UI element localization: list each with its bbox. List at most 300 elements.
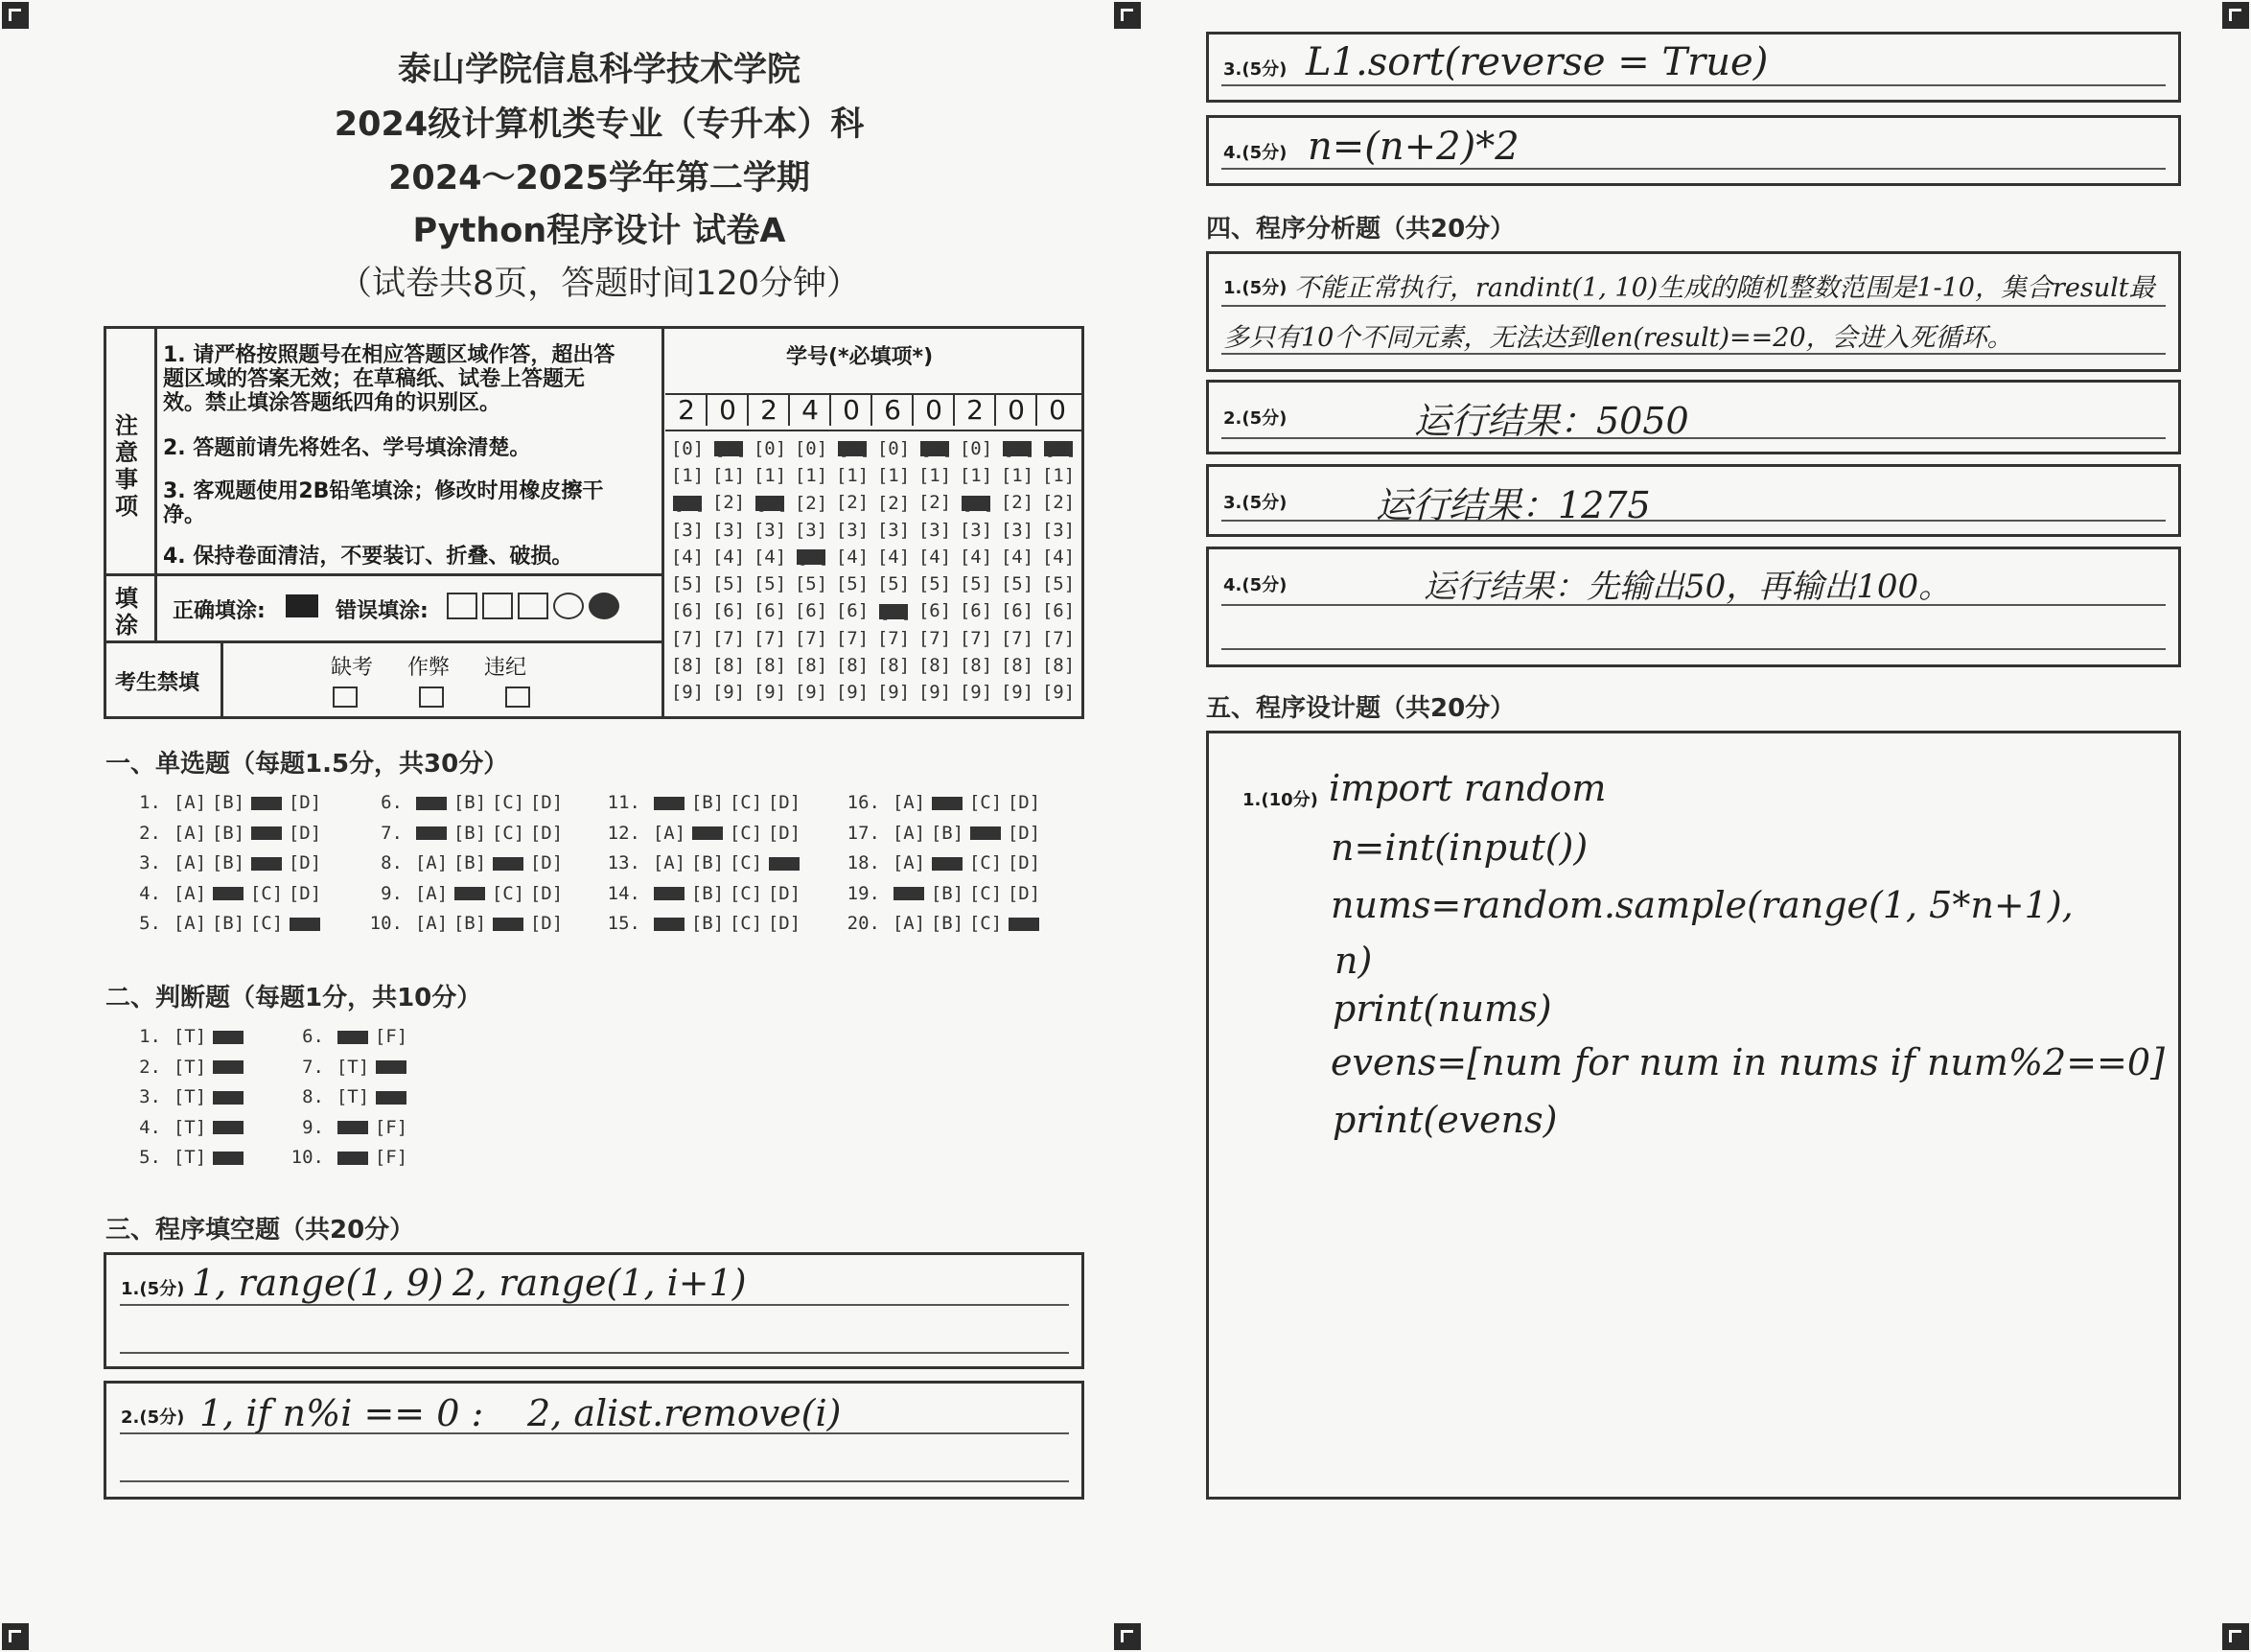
mc-option-b[interactable]: [B] [930, 822, 964, 844]
student-id-column [708, 435, 749, 707]
student-id-bubble[interactable]: [3] [876, 519, 911, 541]
s4-q3-answer: 运行结果：1275 [1376, 484, 1651, 526]
mc-question-3 [115, 852, 324, 873]
mc-question-16 [834, 792, 1043, 813]
student-id-bubble[interactable]: [9] [876, 682, 911, 704]
student-id-digit: 2 [750, 395, 790, 426]
student-id-bubble[interactable]: [7] [794, 627, 828, 649]
corner-marker-tc [1114, 2, 1141, 29]
student-id-bubble[interactable]: [4] [1041, 546, 1076, 568]
student-id-bubble[interactable]: [6] [753, 600, 787, 622]
tf-question-3 [115, 1086, 247, 1107]
student-id-bubble[interactable]: [0] [1044, 438, 1078, 459]
mc-question-number: 17. [847, 822, 880, 844]
mc-question-6 [357, 792, 566, 813]
student-id-bubble[interactable]: [1] [876, 465, 911, 487]
student-id-bubble[interactable]: [4] [797, 547, 830, 569]
mc-option-a[interactable]: [A] [173, 852, 207, 873]
student-id-bubble[interactable]: [0] [753, 438, 787, 459]
mc-option-c[interactable]: [C] [968, 913, 1003, 934]
student-id-bubble[interactable]: [5] [959, 573, 993, 595]
mc-option-a[interactable]: [A] [173, 822, 207, 844]
tf-question-2 [115, 1057, 247, 1078]
student-id-bubble[interactable]: [2] [794, 492, 828, 514]
student-id-bubble[interactable]: [7] [711, 627, 746, 649]
mc-option-d[interactable]: [D] [290, 918, 320, 931]
mc-option-d[interactable]: [D] [288, 852, 322, 873]
mc-option-b[interactable]: [B] [930, 882, 964, 904]
mc-option-d[interactable]: [D] [529, 792, 564, 813]
s3-q1-answer2: 2, range(1, i+1) [453, 1262, 747, 1304]
tf-option-t[interactable]: [T] [173, 1147, 207, 1168]
mc-option-c[interactable]: [C] [968, 852, 1003, 873]
mc-option-d[interactable]: [D] [1007, 792, 1041, 813]
notice-divider-v3 [220, 640, 223, 719]
tf-question-number: 5. [139, 1147, 161, 1168]
student-id-bubble[interactable]: [2] [1000, 492, 1034, 514]
section3-title: 三、程序填空题（共20分） [105, 1216, 415, 1245]
student-id-bubble[interactable]: [0] [876, 438, 911, 459]
mc-question-4 [115, 883, 324, 904]
s3-q3-label: 3.(5分) [1223, 59, 1288, 80]
s4-q4-label: 4.(5分) [1223, 575, 1288, 595]
s4-q3-box [1206, 464, 2181, 537]
student-id-bubble[interactable]: [0] [838, 438, 871, 459]
student-id-bubble[interactable]: [8] [1000, 655, 1034, 677]
mc-question-17 [834, 823, 1043, 844]
mc-question-number: 1. [139, 792, 161, 813]
student-id-bubble[interactable]: [3] [917, 519, 952, 541]
student-id-bubble[interactable]: [1] [753, 465, 787, 487]
mc-question-5 [115, 913, 324, 934]
student-id-bubble[interactable]: [3] [1041, 519, 1076, 541]
s5-code-line: print(evens) [1333, 1099, 1558, 1141]
student-id-bubble[interactable]: [5] [1000, 573, 1034, 595]
s4-q4-answer: 运行结果：先输出50，再输出100。 [1424, 568, 1952, 606]
student-id-digit: 4 [791, 395, 831, 426]
mc-option-c[interactable]: [C] [729, 792, 763, 813]
mc-option-d[interactable]: [D] [529, 913, 564, 934]
notice-divider-h1 [104, 573, 663, 576]
mc-option-b[interactable]: [B] [211, 792, 245, 813]
student-id-bubble[interactable]: [2] [876, 492, 911, 514]
mc-option-b[interactable]: [B] [211, 822, 245, 844]
s4-q3-label: 3.(5分) [1223, 493, 1288, 513]
student-id-bubble[interactable]: [3] [835, 519, 870, 541]
student-id-bubble[interactable]: [9] [917, 682, 952, 704]
student-id-bubble[interactable]: [5] [670, 573, 705, 595]
mc-option-d[interactable]: [D] [767, 882, 801, 904]
s4-q1-answer-line2: 多只有10个不同元素，无法达到len(result)==20，会进入死循环。 [1223, 323, 2013, 353]
student-id-bubble[interactable]: [2] [917, 492, 952, 514]
mc-option-c[interactable]: [C] [491, 822, 525, 844]
tf-question-6 [278, 1026, 410, 1047]
mc-option-a[interactable]: [A] [173, 913, 207, 934]
student-id-bubble[interactable]: [3] [670, 519, 705, 541]
mc-option-c[interactable]: [C] [491, 882, 525, 904]
tf-option-t[interactable]: [T] [336, 1056, 370, 1078]
ban-absent-checkbox[interactable] [333, 686, 358, 708]
mc-option-d[interactable]: [D] [767, 792, 801, 813]
student-id-bubble[interactable]: [7] [1000, 627, 1034, 649]
mc-option-b[interactable]: [B] [213, 887, 244, 900]
student-id-bubble[interactable]: [2] [835, 492, 870, 514]
student-id-bubble[interactable]: [7] [753, 627, 787, 649]
mc-option-b[interactable]: [B] [692, 826, 723, 840]
s3-q1-answer1: 1, range(1, 9) [192, 1262, 444, 1304]
mc-option-d[interactable]: [D] [1009, 918, 1039, 931]
s5-q1-label: 1.(10分) [1242, 790, 1318, 810]
mc-option-d[interactable]: [D] [1007, 882, 1041, 904]
mc-option-c[interactable]: [C] [251, 797, 282, 810]
s3-q2-answer2: 2, alist.remove(i) [527, 1392, 842, 1434]
student-id-column [1038, 435, 1079, 707]
student-id-bubble[interactable]: [8] [959, 655, 993, 677]
mc-option-c[interactable]: [C] [729, 913, 763, 934]
mc-option-a[interactable]: [A] [416, 797, 447, 810]
student-id-bubble[interactable]: [4] [711, 546, 746, 568]
tf-question-9 [278, 1117, 410, 1138]
mc-option-c[interactable]: [C] [729, 852, 763, 873]
mc-option-b[interactable]: [B] [930, 913, 964, 934]
tf-option-f[interactable]: [F] [213, 1060, 244, 1074]
correct-fill-label: 正确填涂: [173, 599, 266, 623]
mc-option-d[interactable]: [D] [288, 822, 322, 844]
s3-q4-label: 4.(5分) [1223, 143, 1288, 163]
student-id-bubble[interactable]: [8] [711, 655, 746, 677]
mc-option-b[interactable]: [B] [690, 882, 725, 904]
mc-option-d[interactable]: [D] [767, 913, 801, 934]
tf-option-t[interactable]: [T] [173, 1026, 207, 1047]
s4-q2-line [1221, 437, 2166, 439]
tf-question-number: 9. [302, 1116, 324, 1138]
mc-option-b[interactable]: [B] [453, 913, 487, 934]
ban-violation-checkbox[interactable] [505, 686, 530, 708]
student-id-bubble[interactable]: [6] [835, 600, 870, 622]
student-id-bubble[interactable]: [1] [959, 465, 993, 487]
mc-question-number: 15. [607, 913, 640, 934]
student-id-bubble[interactable]: [3] [794, 519, 828, 541]
mc-option-b[interactable]: [B] [932, 797, 963, 810]
student-id-bubble[interactable]: [0] [794, 438, 828, 459]
mc-option-d[interactable]: [D] [288, 882, 322, 904]
mc-option-b[interactable]: [B] [453, 852, 487, 873]
student-id-bubble[interactable]: [0] [714, 438, 748, 459]
mc-question-7 [357, 823, 566, 844]
student-id-bubble[interactable]: [2] [711, 492, 746, 514]
mc-option-c[interactable]: [C] [729, 822, 763, 844]
mc-option-c[interactable]: [C] [968, 792, 1003, 813]
mc-question-8 [357, 852, 566, 873]
student-id-bubble[interactable]: [9] [959, 682, 993, 704]
mc-option-c[interactable]: [C] [249, 913, 284, 934]
tf-option-f[interactable]: [F] [374, 1116, 408, 1138]
mc-option-b[interactable]: [B] [453, 792, 487, 813]
student-id-bubble[interactable]: [9] [835, 682, 870, 704]
tf-option-f[interactable]: [F] [213, 1152, 244, 1165]
mc-option-b[interactable]: [B] [211, 913, 245, 934]
notice-item-2: 2. 答题前请先将姓名、学号填涂清楚。 [163, 436, 531, 460]
s3-q4-answer: n=(n+2)*2 [1308, 125, 1520, 169]
student-id-bubble[interactable]: [7] [670, 627, 705, 649]
mc-option-c[interactable]: [C] [729, 882, 763, 904]
student-id-bubble[interactable]: [9] [794, 682, 828, 704]
student-id-bubble[interactable]: [2] [962, 492, 995, 514]
student-id-column [791, 435, 831, 707]
student-id-bubble[interactable]: [4] [670, 546, 705, 568]
mc-option-a[interactable]: [A] [654, 887, 685, 900]
student-id-column [750, 435, 790, 707]
notice-divider-v [154, 326, 157, 575]
mc-option-b[interactable]: [B] [211, 852, 245, 873]
tf-question-number: 4. [139, 1116, 161, 1138]
s3-q3-line [1221, 84, 2166, 86]
student-id-bubble[interactable]: [1] [1041, 465, 1076, 486]
ban-violation: 违纪 [484, 656, 527, 680]
mc-question-number: 7. [381, 822, 403, 844]
tf-option-f[interactable]: [F] [213, 1091, 244, 1105]
student-id-bubble[interactable]: [5] [1041, 573, 1076, 595]
student-id-bubble[interactable]: [6] [711, 600, 746, 622]
tf-option-t[interactable]: [T] [337, 1152, 368, 1165]
student-id-bubble[interactable]: [7] [917, 627, 952, 649]
wrong-fill-samples [447, 593, 619, 623]
student-id-bubble[interactable]: [6] [1000, 600, 1034, 622]
exam-info: （试卷共8页，答题时间120分钟） [337, 265, 861, 303]
mc-option-a[interactable]: [A] [652, 822, 686, 844]
tf-option-t[interactable]: [T] [336, 1086, 370, 1107]
tf-option-f[interactable]: [F] [213, 1031, 244, 1044]
student-id-bubble[interactable]: [1] [917, 465, 952, 486]
student-id-bubble[interactable]: [8] [1041, 655, 1076, 677]
grade-title: 2024级计算机类专业（专升本）科 [334, 105, 865, 144]
student-id-bubble[interactable]: [8] [917, 655, 952, 677]
student-id-bubble[interactable]: [8] [835, 655, 870, 677]
student-id-bubble[interactable]: [4] [876, 547, 911, 569]
mc-option-a[interactable]: [A] [892, 852, 926, 873]
student-id-bubble[interactable]: [4] [753, 546, 787, 568]
student-id-bubble[interactable]: [5] [711, 573, 746, 595]
student-id-bubble[interactable]: [7] [959, 627, 993, 649]
mc-option-a[interactable]: [A] [892, 792, 926, 813]
mc-option-c[interactable]: [C] [493, 918, 523, 931]
student-id-bubble[interactable]: [4] [917, 546, 952, 568]
tf-question-7 [278, 1057, 410, 1078]
mc-question-10 [357, 913, 566, 934]
s4-q4-line2 [1221, 648, 2166, 650]
tf-option-f[interactable]: [F] [374, 1026, 408, 1047]
student-id-bubble[interactable]: [1] [711, 465, 746, 486]
s4-q1-label: 1.(5分) [1223, 278, 1288, 298]
student-id-bubble[interactable]: [5] [876, 573, 911, 595]
mc-option-a[interactable]: [A] [652, 852, 686, 873]
tf-option-t[interactable]: [T] [173, 1086, 207, 1107]
notice-item-3: 3. 客观题使用2B铅笔填涂；修改时用橡皮擦干净。 [163, 479, 604, 527]
mc-option-a[interactable]: [A] [654, 797, 685, 810]
student-id-bubble[interactable]: [5] [794, 573, 828, 595]
mc-option-a[interactable]: [A] [414, 882, 449, 904]
mc-option-b[interactable]: [B] [932, 857, 963, 871]
tf-question-5 [115, 1147, 247, 1168]
tf-option-t[interactable]: [T] [173, 1056, 207, 1078]
student-id-bubble[interactable]: [6] [959, 600, 993, 622]
student-id-bubble[interactable]: [2] [1041, 492, 1076, 514]
mc-option-c[interactable]: [C] [251, 826, 282, 840]
mc-option-d[interactable]: [D] [769, 857, 800, 871]
mc-option-c[interactable]: [C] [491, 792, 525, 813]
tf-option-t[interactable]: [T] [337, 1031, 368, 1044]
student-id-bubble[interactable]: [6] [879, 600, 913, 622]
mc-option-a[interactable]: [A] [414, 852, 449, 873]
student-id-bubble[interactable]: [8] [670, 655, 705, 677]
s5-code-line: nums=random.sample(range(1, 5*n+1), [1331, 884, 2074, 926]
mc-option-a[interactable]: [A] [173, 882, 207, 904]
student-id-bubble[interactable]: [1] [1000, 465, 1034, 486]
student-id-bubble[interactable]: [5] [917, 573, 952, 595]
student-id-bubble[interactable]: [3] [1000, 519, 1034, 541]
fill-label: 填涂 [115, 585, 138, 639]
mc-question-2 [115, 823, 324, 844]
student-id-bubble[interactable]: [8] [753, 655, 787, 677]
mc-option-a[interactable]: [A] [892, 822, 926, 844]
notice-item-4: 4. 保持卷面清洁，不要装订、折叠、破损。 [163, 545, 573, 569]
student-id-bubble[interactable]: [0] [920, 438, 954, 459]
student-id-bubble[interactable]: [7] [835, 627, 870, 649]
tf-option-f[interactable]: [F] [213, 1121, 244, 1134]
mc-option-c[interactable]: [C] [251, 857, 282, 871]
student-id-bubble[interactable]: [9] [1041, 682, 1076, 704]
mc-option-d[interactable]: [D] [529, 822, 564, 844]
tf-question-4 [115, 1117, 247, 1138]
mc-option-b[interactable]: [B] [690, 792, 725, 813]
student-id-bubble[interactable]: [6] [794, 600, 828, 622]
tf-option-t[interactable]: [T] [337, 1121, 368, 1134]
student-id-digit: 0 [997, 395, 1037, 426]
student-id-bubble[interactable]: [6] [917, 600, 952, 622]
mc-question-number: 6. [381, 792, 403, 813]
student-id-bubble[interactable]: [5] [753, 573, 787, 595]
student-id-bubble[interactable]: [6] [1041, 600, 1076, 622]
mc-option-b[interactable]: [B] [454, 887, 485, 900]
student-id-digit: 0 [832, 395, 872, 426]
student-id-column [873, 435, 914, 707]
mc-option-d[interactable]: [D] [529, 852, 564, 873]
mc-option-d[interactable]: [D] [529, 882, 564, 904]
student-id-bubble[interactable]: [4] [835, 546, 870, 568]
student-id-bubble[interactable]: [9] [1000, 682, 1034, 704]
tf-option-t[interactable]: [T] [173, 1116, 207, 1138]
tf-option-f[interactable]: [F] [376, 1060, 406, 1074]
student-id-column [956, 435, 996, 707]
student-id-bubble[interactable]: [5] [835, 573, 870, 595]
student-id-bubble[interactable]: [9] [753, 682, 787, 704]
mc-option-d[interactable]: [D] [1007, 822, 1041, 844]
mc-option-c[interactable]: [C] [970, 826, 1001, 840]
tf-question-8 [278, 1086, 410, 1107]
mc-option-a[interactable]: [A] [892, 913, 926, 934]
mc-option-d[interactable]: [D] [288, 792, 322, 813]
s5-code-line: print(nums) [1333, 988, 1552, 1030]
mc-option-c[interactable]: [C] [968, 882, 1003, 904]
student-id-bubble[interactable]: [0] [1003, 438, 1036, 459]
mc-option-c[interactable]: [C] [249, 882, 284, 904]
mc-option-a[interactable]: [A] [414, 913, 449, 934]
mc-option-d[interactable]: [D] [767, 822, 801, 844]
student-id-bubble[interactable]: [3] [959, 519, 993, 541]
notice-item-1: 1. 请严格按照题号在相应答题区域作答，超出答题区域的答案无效；在草稿纸、试卷上答题无效。禁止填涂答题纸四角的识别区。 [163, 343, 615, 415]
student-id-bubble[interactable]: [1] [835, 465, 870, 486]
student-id-bubble[interactable]: [3] [711, 519, 746, 541]
mc-option-b[interactable]: [B] [690, 913, 725, 934]
student-id-bubble[interactable]: [7] [876, 627, 911, 649]
section1-title: 一、单选题（每题1.5分，共30分） [105, 750, 509, 779]
tf-question-number: 8. [302, 1086, 324, 1107]
student-id-column [667, 435, 708, 707]
ban-cheat: 作弊 [407, 656, 451, 680]
s4-q2-box [1206, 380, 2181, 454]
student-id-bubble[interactable]: [3] [753, 519, 787, 541]
student-id-bubble[interactable]: [8] [794, 655, 828, 677]
mc-question-9 [357, 883, 566, 904]
ban-cheat-checkbox[interactable] [419, 686, 444, 708]
notice-label: 注意事项 [115, 412, 138, 520]
mc-option-a[interactable]: [A] [654, 918, 685, 931]
student-id-bubble[interactable]: [0] [670, 438, 705, 459]
tf-question-number: 1. [139, 1026, 161, 1047]
student-id-bubble[interactable]: [0] [959, 438, 993, 459]
mc-option-a[interactable]: [A] [893, 887, 924, 900]
student-id-bubble[interactable]: [4] [1000, 546, 1034, 568]
mc-question-13 [594, 852, 803, 873]
student-id-bubble[interactable]: [1] [794, 465, 828, 487]
mc-question-number: 19. [847, 882, 880, 904]
mc-option-b[interactable]: [B] [690, 852, 725, 873]
mc-option-b[interactable]: [B] [453, 822, 487, 844]
mc-question-number: 9. [381, 882, 403, 904]
student-id-bubble[interactable]: [2] [673, 492, 707, 514]
mc-question-number: 4. [139, 882, 161, 904]
s4-q2-label: 2.(5分) [1223, 408, 1288, 429]
mc-question-number: 11. [607, 792, 640, 813]
tf-question-number: 7. [302, 1056, 324, 1078]
mc-question-number: 5. [139, 913, 161, 934]
mc-question-number: 18. [847, 852, 880, 873]
tf-option-f[interactable]: [F] [374, 1147, 408, 1168]
student-id-bubble[interactable]: [7] [1041, 627, 1076, 649]
s3-q3-answer: L1.sort(reverse = True) [1306, 40, 1769, 84]
tf-option-f[interactable]: [F] [376, 1091, 406, 1105]
student-id-bubble[interactable]: [2] [755, 492, 789, 514]
mc-option-a[interactable]: [A] [416, 826, 447, 840]
mc-question-1 [115, 792, 324, 813]
mc-option-a[interactable]: [A] [173, 792, 207, 813]
student-id-digit: 0 [708, 395, 749, 426]
student-id-bubble[interactable]: [6] [670, 600, 705, 622]
mc-option-c[interactable]: [C] [493, 857, 523, 871]
student-id-bubble[interactable]: [8] [876, 655, 911, 677]
student-id-bubble[interactable]: [4] [959, 546, 993, 568]
s4-q1-answer-line1: 不能正常执行，randint(1, 10)生成的随机整数范围是1-10，集合result最 [1294, 273, 2155, 303]
s3-q1-line2 [120, 1352, 1069, 1354]
s5-code-line: n) [1334, 940, 1373, 982]
section4-title: 四、程序分析题（共20分） [1206, 215, 1516, 244]
student-id-bubble[interactable]: [9] [711, 682, 746, 704]
student-id-digit: 0 [1049, 394, 1066, 426]
mc-option-d[interactable]: [D] [1007, 852, 1041, 873]
student-id-bubble[interactable]: [9] [670, 682, 705, 704]
mc-question-number: 10. [369, 913, 403, 934]
student-id-bubble[interactable]: [1] [670, 465, 705, 487]
